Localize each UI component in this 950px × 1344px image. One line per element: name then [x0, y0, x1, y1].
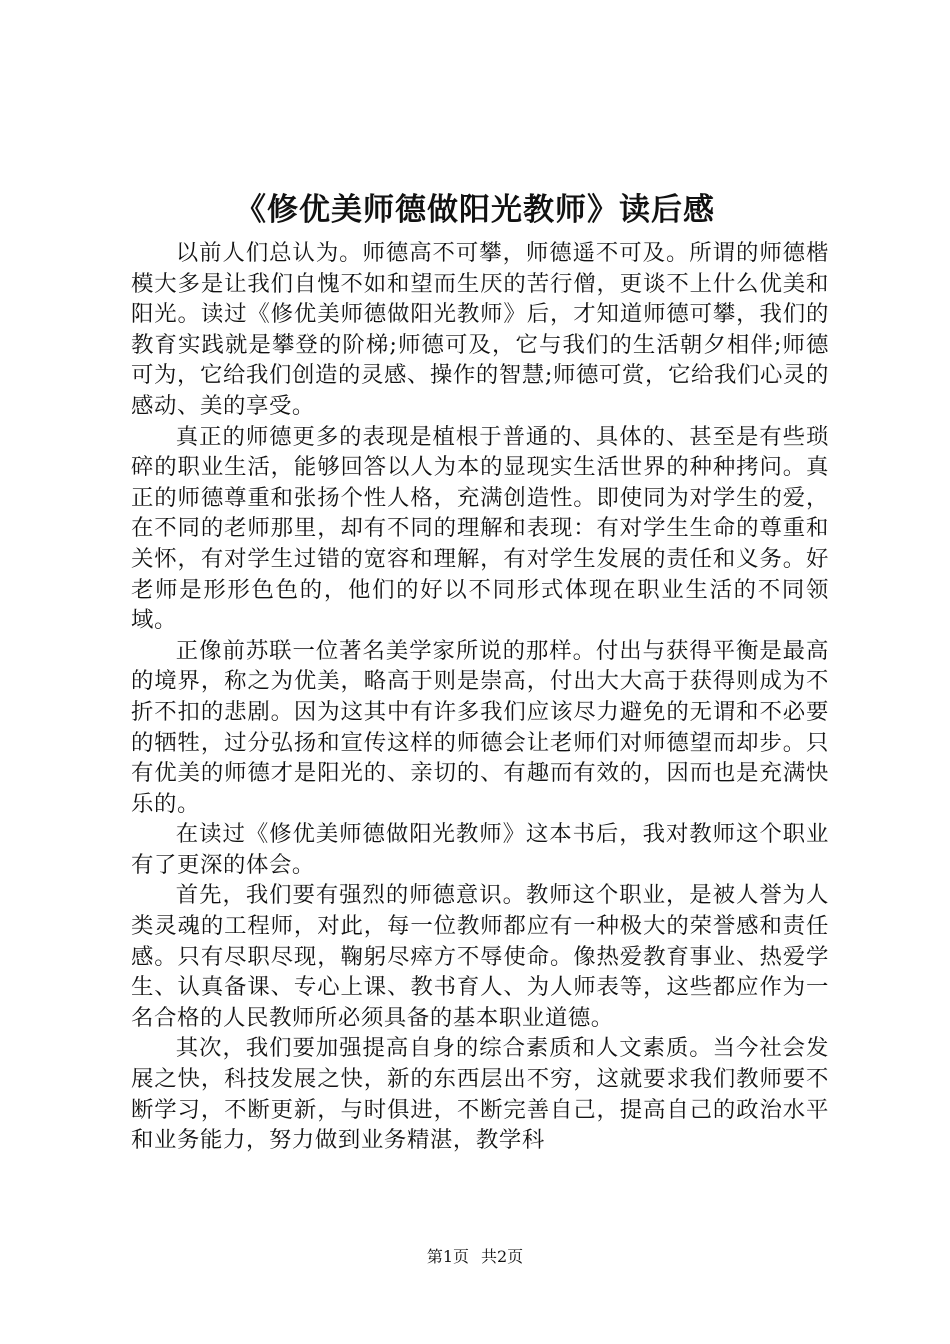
paragraph-5: 首先，我们要有强烈的师德意识。教师这个职业，是被人誉为人类灵魂的工程师，对此，每一位教师都应有一种极大的荣誉感和责任感。只有尽职尽现，鞠躬尽瘁方不辱使命。像热爱教育事业、热爱学生、认真备课、专心上课、教书育人、为人师表等，这些都应作为一名合格的人民教师所必须具备的基本职业道德。	[131, 882, 829, 1031]
page-number: 第1页	[426, 1247, 469, 1266]
paragraph-3: 正像前苏联一位著名美学家所说的那样。付出与获得平衡是最高的境界，称之为优美，略高于则是崇高，付出大大高于获得则成为不折不扣的悲剧。因为这其中有许多我们应该尽力避免的无谓和不必要的牺牲，过分弘扬和宣传这样的师德会让老师们对师德望而却步。只有优美的师德才是阳光的、亲切的、有趣而有效的，因而也是充满快乐的。	[131, 637, 829, 817]
document-title: 《修优美师德做阳光教师》读后感	[235, 192, 715, 228]
paragraph-6: 其次，我们要加强提高自身的综合素质和人文素质。当今社会发展之快，科技发展之快，新的东西层出不穷，这就要求我们教师要不断学习，不断更新，与时俱进，不断完善自己，提高自己的政治水平和业务能力，努力做到业务精湛，教学科	[131, 1035, 829, 1154]
page-footer	[0, 1247, 950, 1267]
paragraph-2: 真正的师德更多的表现是植根于普通的、具体的、甚至是有些琐碎的职业生活，能够回答以人为本的显现实生活世界的种种拷问。真正的师德尊重和张扬个性人格，充满创造性。即使同为对学生的爱，在不同的老师那里，却有不同的理解和表现：有对学生生命的尊重和关怀，有对学生过错的宽容和理解，有对学生发展的责任和义务。好老师是形形色色的，他们的好以不同形式体现在职业生活的不同领域。	[131, 423, 829, 634]
page-total: 共2页	[481, 1247, 524, 1266]
document-body	[131, 238, 829, 1156]
paragraph-4: 在读过《修优美师德做阳光教师》这本书后，我对教师这个职业有了更深的体会。	[131, 821, 829, 878]
paragraph-1: 以前人们总认为。师德高不可攀，师德遥不可及。所谓的师德楷模大多是让我们自愧不如和望而生厌的苦行僧，更谈不上什么优美和阳光。读过《修优美师德做阳光教师》后，才知道师德可攀，我们的教育实践就是攀登的阶梯;师德可及，它与我们的生活朝夕相伴;师德可为，它给我们创造的灵感、操作的智慧;师德可赏，它给我们心灵的感动、美的享受。	[131, 240, 829, 419]
